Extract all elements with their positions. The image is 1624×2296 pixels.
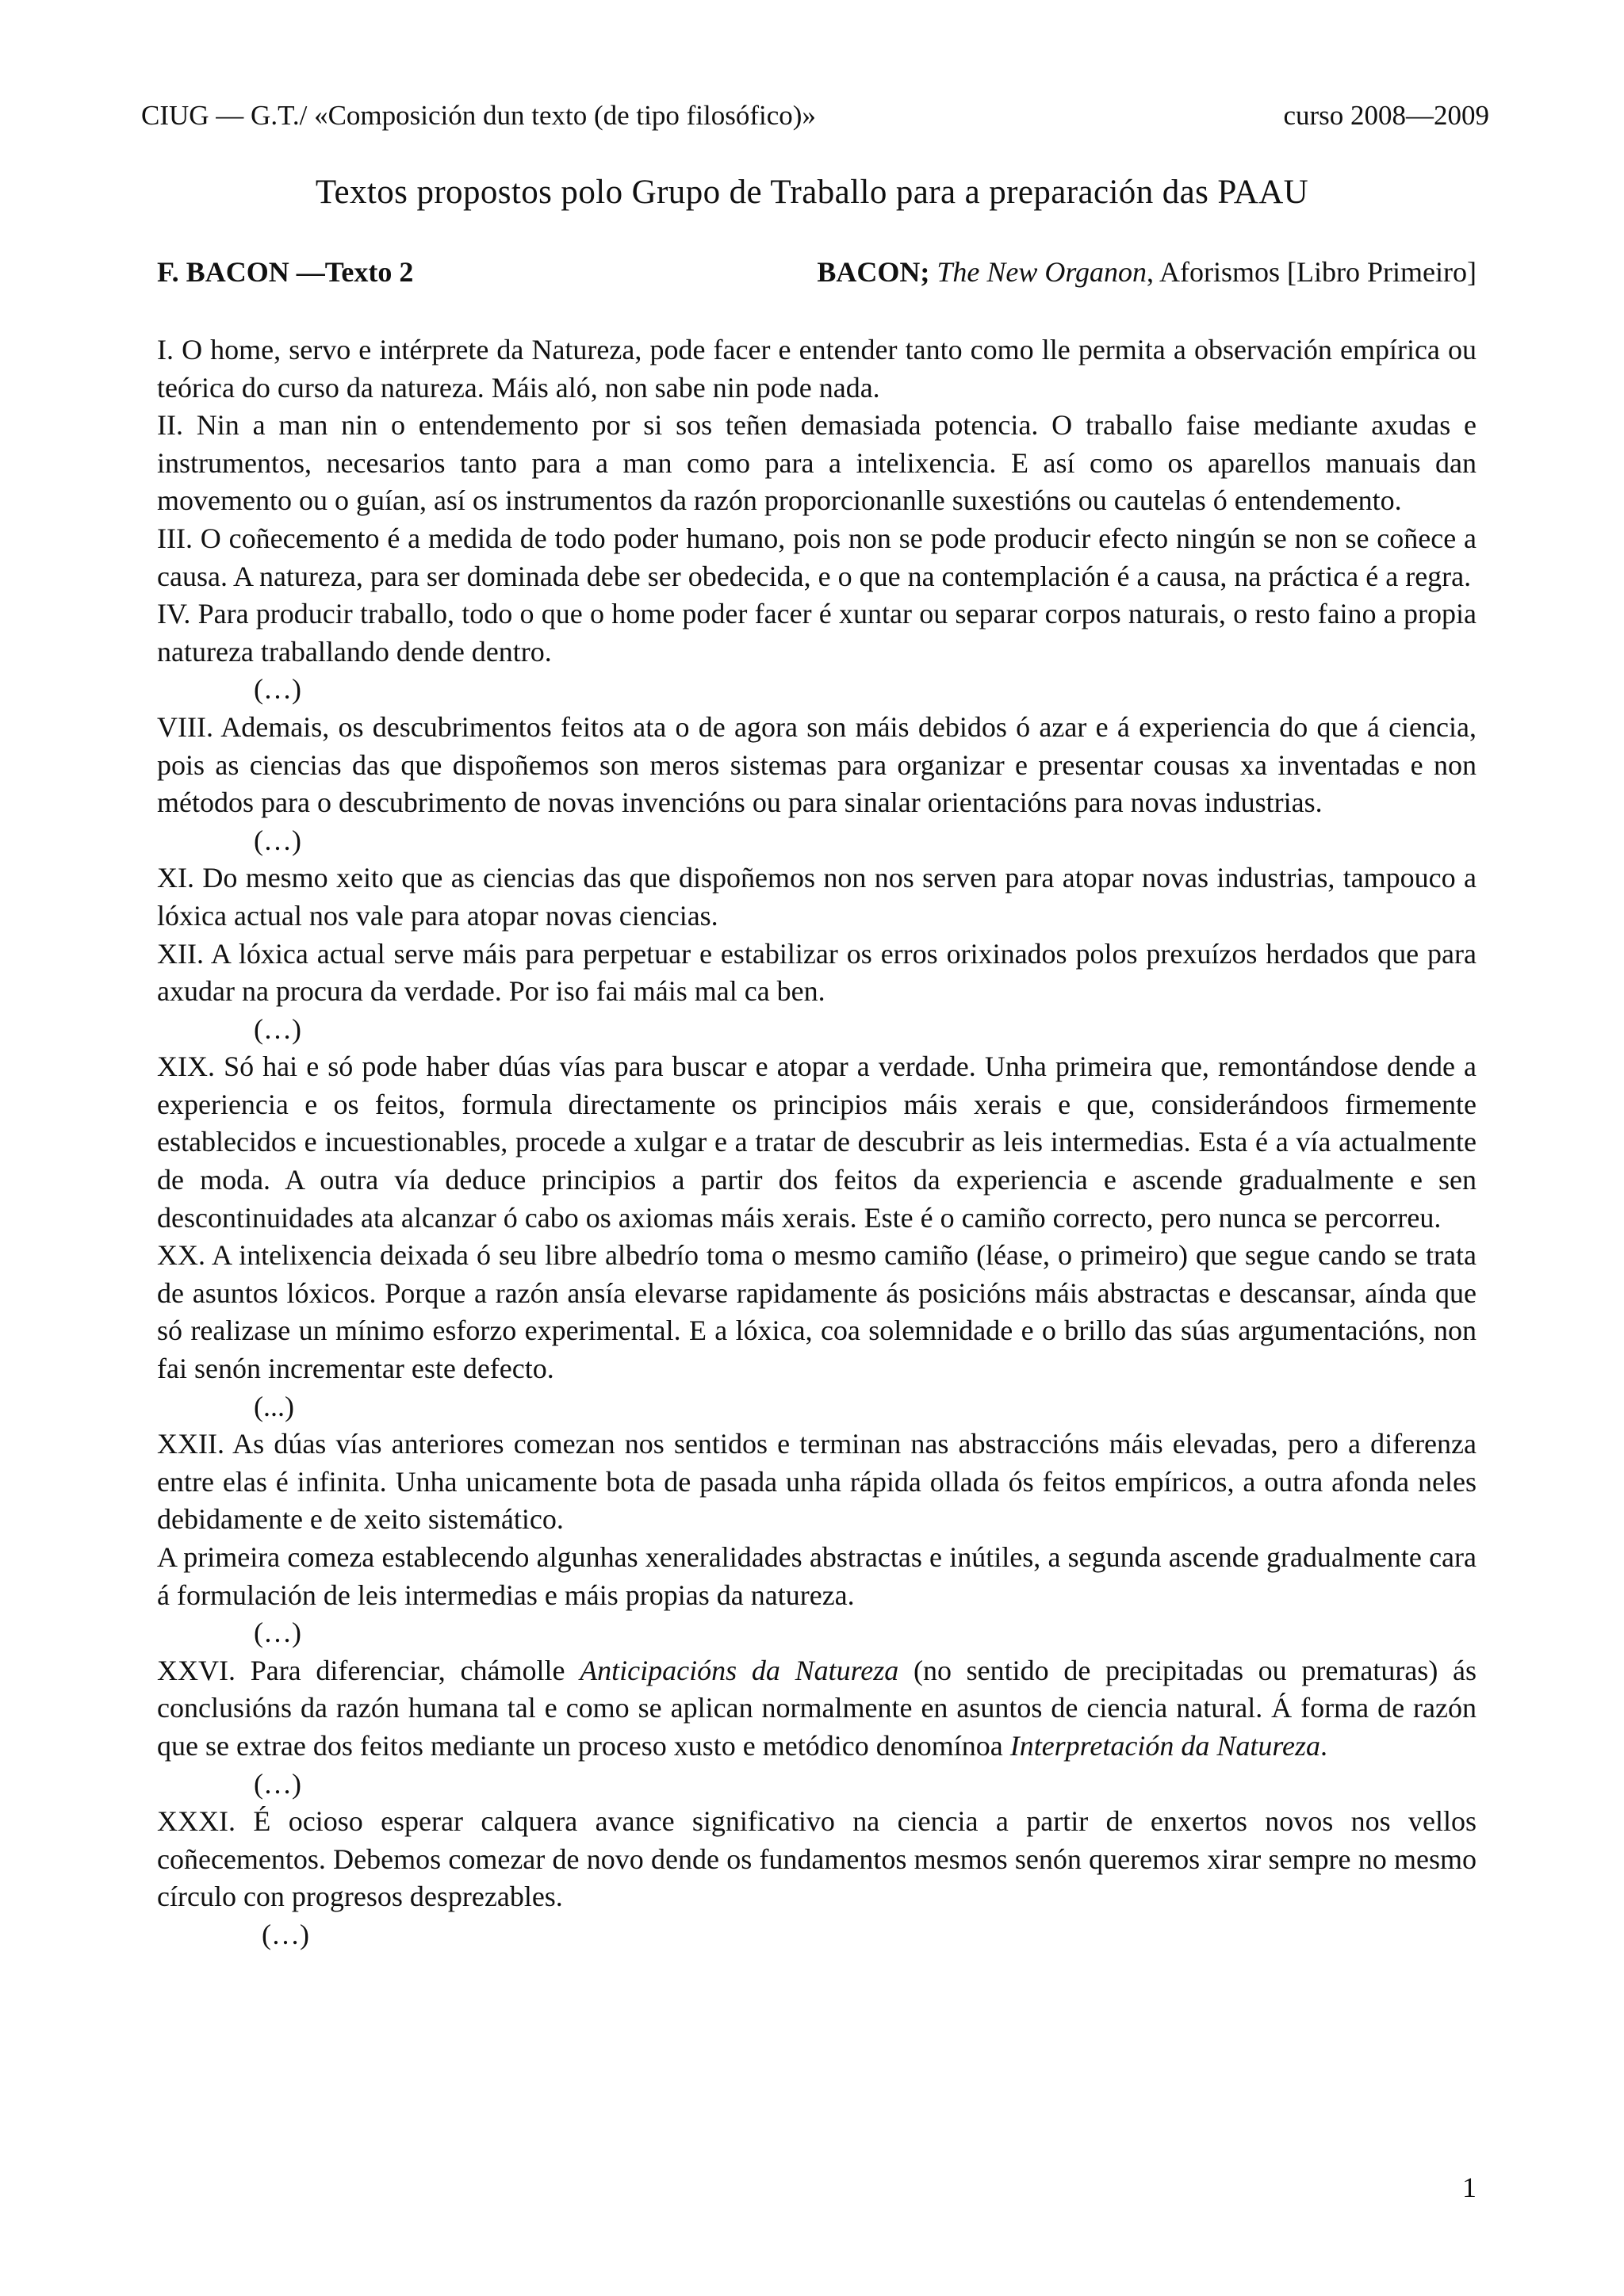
omission-marker: (…)	[254, 1617, 301, 1649]
aphorism-xxii: XXII. As dúas vías anteriores comezan nos sentidos e terminan nas abstraccións máis elevadas, pero a diferenza entre elas é infinita. Unha unicamente bota de pasada unha rápida ollada ós feitos empíricos, a outra afonda neles debidamente e de xeito sistemático.	[157, 1428, 1477, 1536]
text-id: F. BACON —Texto 2	[157, 256, 414, 288]
page-number: 1	[1462, 2172, 1477, 2203]
page-title: Textos propostos polo Grupo de Traballo para a preparación das PAAU	[315, 174, 1309, 211]
source-author: BACON;	[817, 256, 930, 288]
text-subheader	[157, 255, 1477, 295]
aphorism-ii: II. Nin a man nin o entendemento por si sos teñen demasiada potencia. O traballo faise mediante axudas e instrumentos, necesarios tanto para a man como para a intelixencia. E así como os aparellos manuais dan movemento ou o guían, así os instrumentos da razón proporcionanlle suxestións ou cautelas ó entendemento.	[157, 409, 1477, 517]
omission-marker: (…)	[254, 824, 301, 856]
document-body	[157, 331, 1477, 1954]
header-school-year: curso 2008—2009	[1283, 100, 1489, 131]
aphorism-xxii-continued: A primeira comeza establecendo algunhas xeneralidades abstractas e inútiles, a segunda ascende gradualmente cara á formulación de leis intermedias e máis propias da natureza.	[157, 1541, 1477, 1611]
term-interpretation: Interpretación da Natureza	[1009, 1729, 1320, 1762]
aphorism-xxvi-text: (no sentido de precipitadas ou prematuras) ás conclusións da razón humana tal e como se aplican normalmente en asuntos de ciencia natural. Á forma de razón que se extrae dos feitos mediante un proceso xusto e metódico denomínoa	[157, 1654, 1477, 1762]
aphorism-iv: IV. Para producir traballo, todo o que o home poder facer é xuntar ou separar corpos naturais, o resto faino a propia natureza traballando dende dentro.	[157, 598, 1477, 668]
aphorism-viii: VIII. Ademais, os descubrimentos feitos ata o de agora son máis debidos ó azar e á experiencia do que á ciencia, pois as ciencias das que dispoñemos son meros sistemas para organizar e presentar cousas xa inventadas e non métodos para o descubrimento de novas invencións ou para sinalar orientacións para novas industrias.	[157, 710, 1477, 819]
aphorism-xxvi-end: .	[1320, 1729, 1327, 1762]
omission-marker: (…)	[262, 1918, 309, 1950]
aphorism-xx: XX. A intelixencia deixada ó seu libre albedrío toma o mesmo camiño (léase, o primeiro) que segue cando se trata de asuntos lóxicos. Porque a razón ansía elevarse rapidamente ás posicións máis abstractas e descansar, aínda que só realizase un mínimo esforzo experimental. E a lóxica, coa solemnidade e o brillo das súas argumentacións, non fai senón incrementar este defecto.	[157, 1239, 1477, 1385]
aphorism-iii: III. O coñecemento é a medida de todo poder humano, pois non se pode producir efecto ningún se non se coñece a causa. A natureza, para ser dominada debe ser obedecida, e o que na contemplación é a causa, na práctica é a regra.	[157, 522, 1477, 592]
running-header	[141, 100, 1489, 140]
aphorism-xxvi-text: XXVI. Para diferenciar, chámolle	[157, 1654, 580, 1686]
source-section: , Aforismos [Libro Primeiro]	[1147, 256, 1477, 288]
header-course-label: CIUG — G.T./ «Composición dun texto (de tipo filosófico)»	[141, 100, 816, 131]
aphorism-xix: XIX. Só hai e só pode haber dúas vías para buscar e atopar a verdade. Unha primeira que, remontándose dende a experiencia e os feitos, formula directamente os principios máis xerais e que, considerándoos firmemente establecidos e incuestionables, procede a xulgar e a tratar de descubrir as leis intermedias. Esta é a vía actualmente de moda. A outra vía deduce principios a partir dos feitos da experiencia e ascende gradualmente e sen descontinuidades ata alcanzar ó cabo os axiomas máis xerais. Este é o camiño correcto, pero nunca se percorreu.	[157, 1050, 1477, 1234]
source-citation	[817, 255, 1477, 289]
source-work-title: The New Organon	[936, 256, 1147, 288]
omission-marker: (…)	[254, 1767, 301, 1800]
omission-marker: (...)	[254, 1390, 294, 1422]
aphorism-xi: XI. Do mesmo xeito que as ciencias das que dispoñemos non nos serven para atopar novas industrias, tampouco a lóxica actual nos vale para atopar novas ciencias.	[157, 862, 1477, 932]
aphorism-i: I. O home, servo e intérprete da Natureza, pode facer e entender tanto como lle permita a observación empírica ou teórica do curso da natureza. Máis aló, non sabe nin pode nada.	[157, 334, 1477, 404]
aphorism-xxxi: XXXI. É ocioso esperar calquera avance significativo na ciencia a partir de enxertos novos nos vellos coñecementos. Debemos comezar de novo dende os fundamentos mesmos senón queremos xirar sempre no mesmo círculo con progresos desprezables.	[157, 1805, 1477, 1913]
aphorism-xii: XII. A lóxica actual serve máis para perpetuar e estabilizar os erros orixinados polos prexuízos herdados que para axudar na procura da verdade. Por iso fai máis mal ca ben.	[157, 937, 1477, 1008]
term-anticipations: Anticipacións da Natureza	[580, 1654, 899, 1686]
omission-marker: (…)	[254, 673, 301, 706]
omission-marker: (…)	[254, 1012, 301, 1045]
aphorism-xxvi	[157, 1652, 1477, 1766]
